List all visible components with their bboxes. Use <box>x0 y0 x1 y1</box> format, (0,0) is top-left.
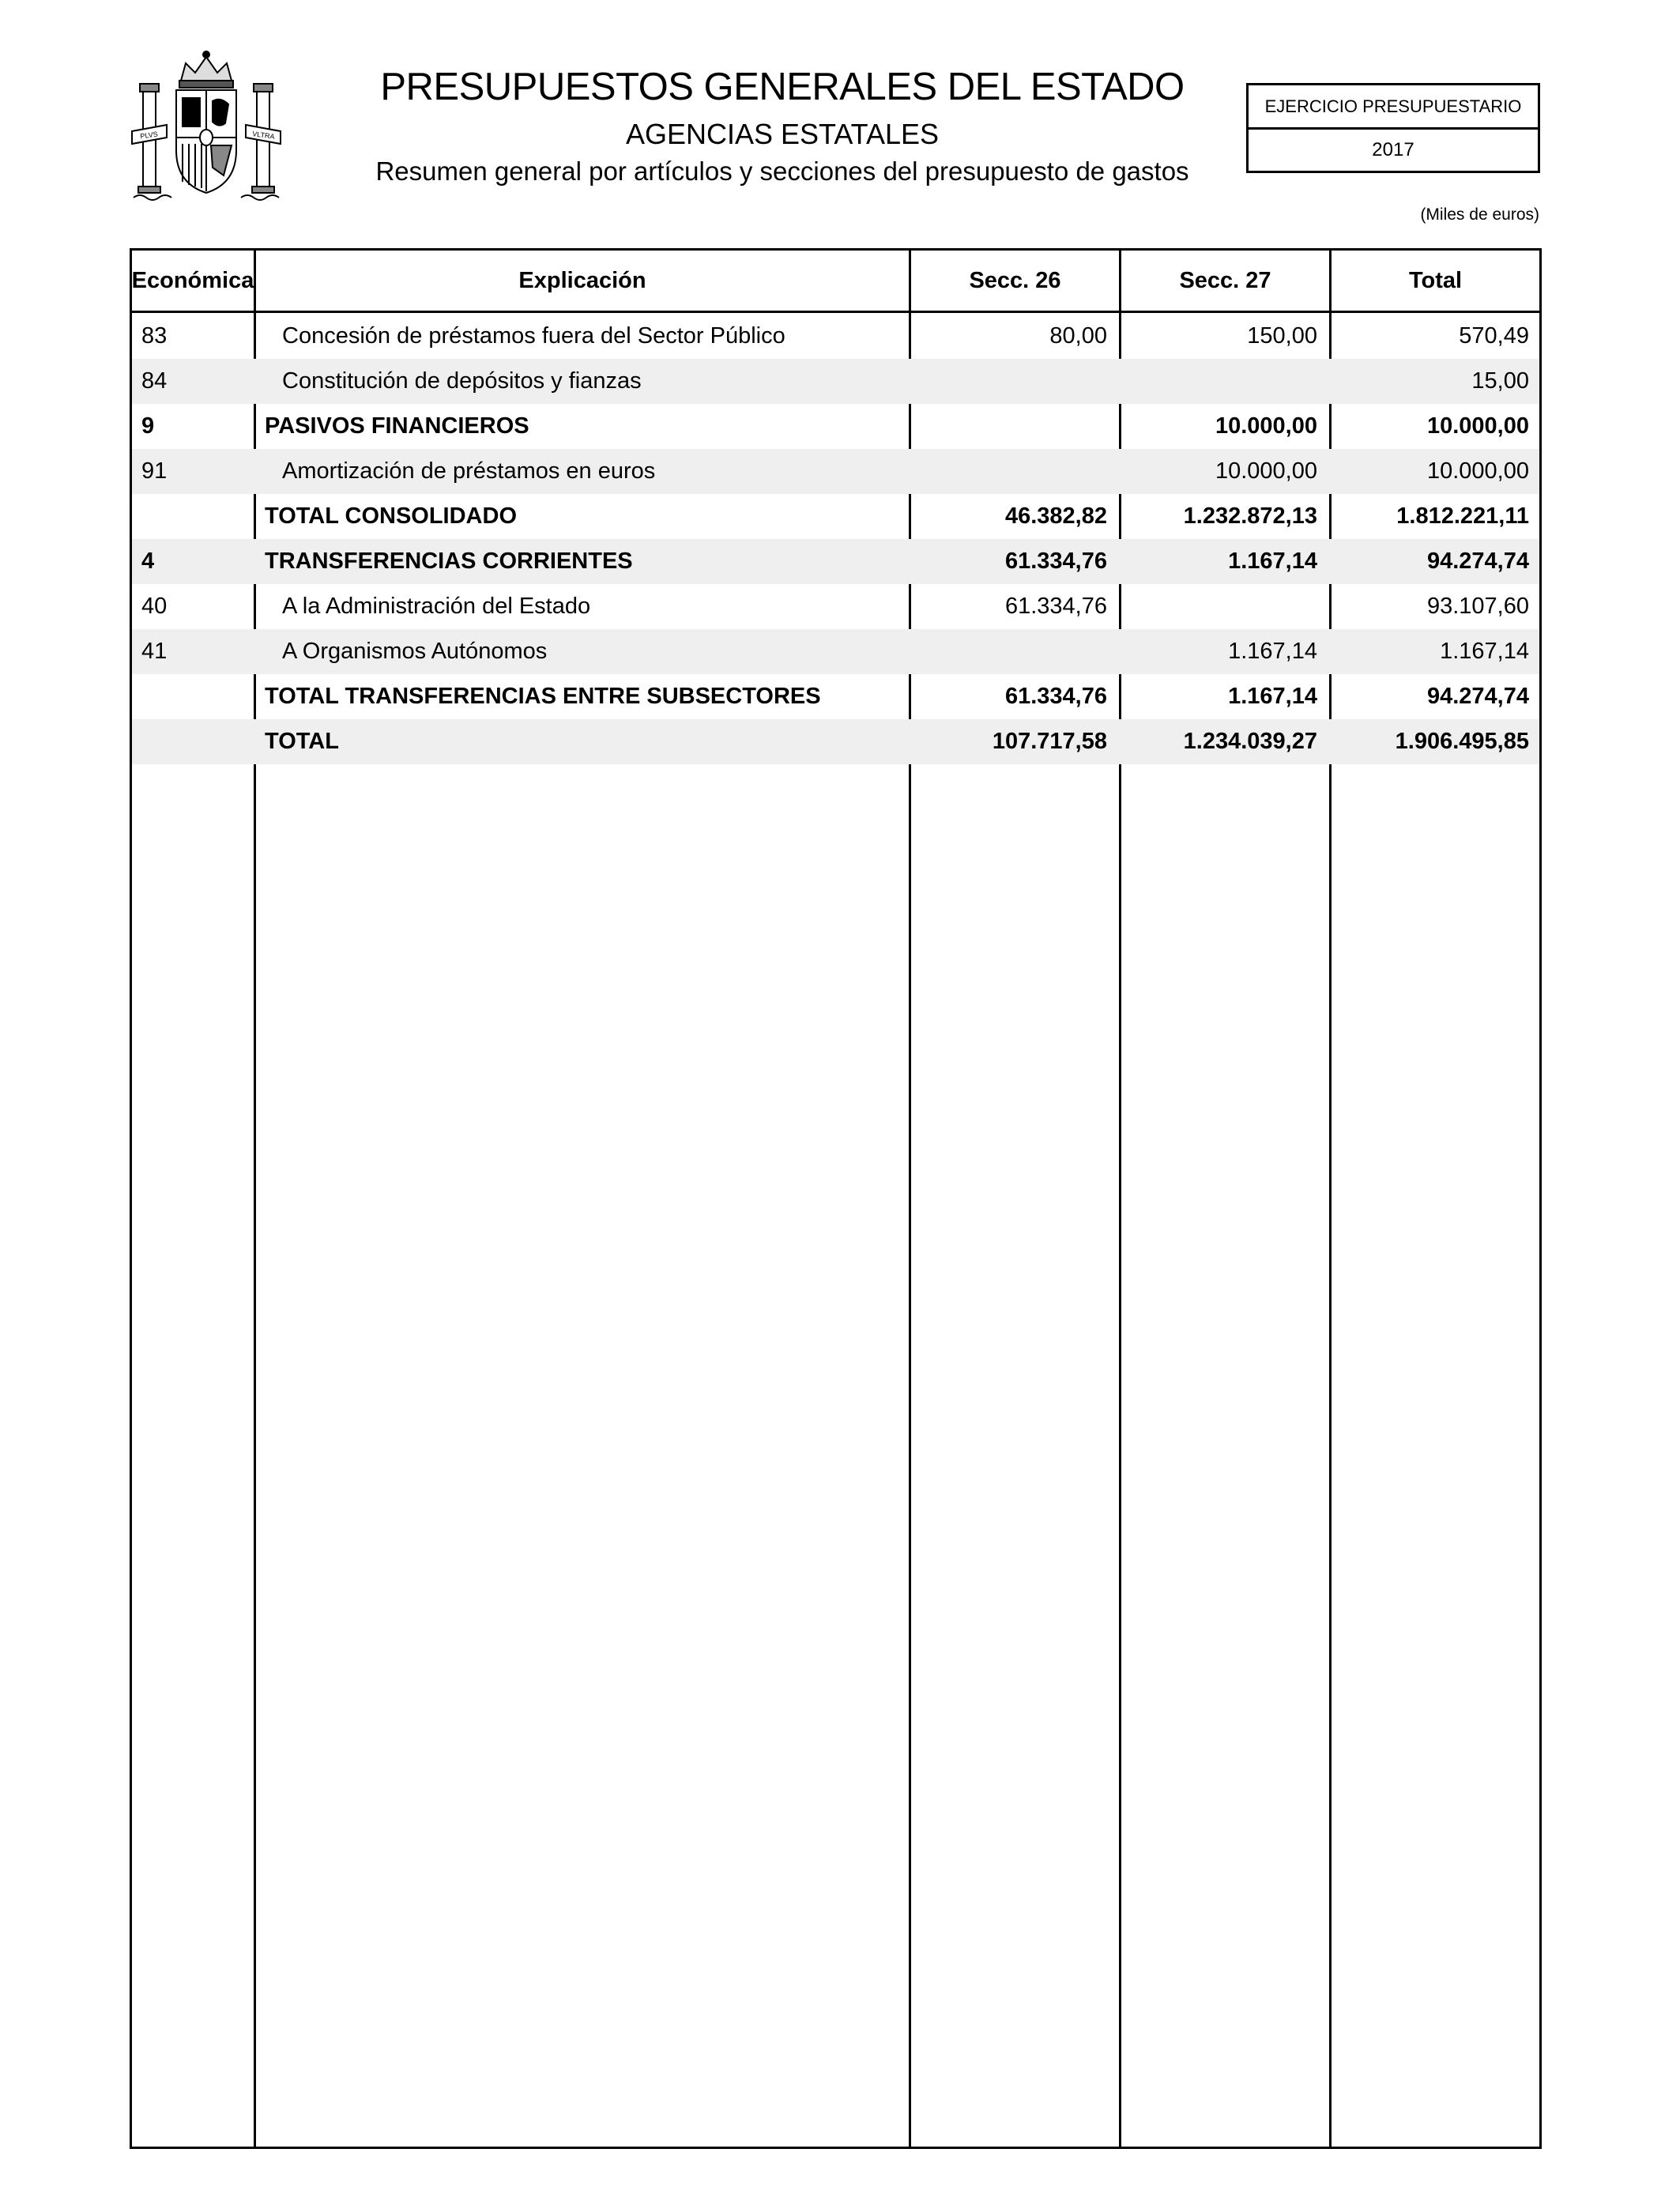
exercise-box <box>1246 83 1540 173</box>
row-total: 15,00 <box>1471 368 1529 394</box>
row-secc-26 <box>911 449 1107 494</box>
row-total: 94.274,74 <box>1426 548 1529 574</box>
row-code: 40 <box>141 594 168 619</box>
row-description: TRANSFERENCIAS CORRIENTES <box>265 548 633 574</box>
row-secc-26 <box>911 404 1107 449</box>
row-total: 10.000,00 <box>1426 413 1529 439</box>
row-secc-26: 61.334,76 <box>1004 548 1107 574</box>
row-description: A la Administración del Estado <box>282 594 591 619</box>
row-secc-26: 80,00 <box>1049 323 1107 349</box>
page-description: Resumen general por artículos y secciones del presupuesto de gastos <box>375 156 1189 186</box>
row-code: 9 <box>141 413 155 439</box>
page-title: PRESUPUESTOS GENERALES DEL ESTADO <box>380 66 1185 108</box>
column-header-economica: Económica <box>131 267 254 293</box>
row-description: A Organismos Autónomos <box>282 639 548 664</box>
row-secc-27: 1.232.872,13 <box>1183 503 1317 529</box>
pillar-right-motto: VLTRA <box>251 130 276 141</box>
row-total: 1.167,14 <box>1440 639 1529 664</box>
row-secc-27: 1.167,14 <box>1228 548 1317 574</box>
pillar-left-motto: PLVS <box>139 130 159 141</box>
row-description: TOTAL CONSOLIDADO <box>265 503 517 529</box>
row-total: 10.000,00 <box>1426 458 1529 484</box>
row-total: 93.107,60 <box>1426 594 1529 619</box>
row-code: 4 <box>141 548 155 574</box>
row-description: Concesión de préstamos fuera del Sector Público <box>282 323 785 349</box>
row-secc-26 <box>911 629 1107 674</box>
row-description: TOTAL TRANSFERENCIAS ENTRE SUBSECTORES <box>265 684 821 709</box>
row-secc-27: 10.000,00 <box>1215 413 1317 439</box>
row-secc-27: 10.000,00 <box>1215 458 1317 484</box>
table-row <box>132 449 1539 494</box>
row-total: 1.812.221,11 <box>1396 503 1529 529</box>
row-secc-26: 61.334,76 <box>1004 684 1107 709</box>
row-code: 83 <box>141 323 168 349</box>
column-header-secc-27: Secc. 27 <box>1179 267 1271 293</box>
table-row <box>132 359 1539 404</box>
row-secc-26: 46.382,82 <box>1004 503 1107 529</box>
table-row <box>132 629 1539 674</box>
row-secc-27: 1.167,14 <box>1228 684 1317 709</box>
row-total: 570,49 <box>1459 323 1529 349</box>
row-secc-27: 1.167,14 <box>1228 639 1317 664</box>
exercise-year: 2017 <box>1372 139 1414 160</box>
header-divider <box>130 311 1542 313</box>
row-secc-27 <box>1121 584 1317 629</box>
table-row <box>132 674 1539 719</box>
row-description: PASIVOS FINANCIEROS <box>265 413 529 439</box>
row-secc-27: 1.234.039,27 <box>1183 729 1317 754</box>
table-row <box>132 494 1539 539</box>
row-secc-26: 107.717,58 <box>992 729 1107 754</box>
row-description: Constitución de depósitos y fianzas <box>282 368 642 394</box>
table-row <box>132 539 1539 584</box>
units-note: (Miles de euros) <box>1420 205 1539 224</box>
coat-of-arms-emblem <box>130 49 282 205</box>
page-subtitle: AGENCIAS ESTATALES <box>625 118 940 150</box>
row-code: 41 <box>141 639 168 664</box>
row-secc-26: 61.334,76 <box>1004 594 1107 619</box>
row-total: 1.906.495,85 <box>1395 729 1529 754</box>
row-code: 84 <box>141 368 168 394</box>
column-header-secc-26: Secc. 26 <box>969 267 1061 293</box>
column-header-total: Total <box>1408 267 1463 293</box>
row-total: 94.274,74 <box>1426 684 1529 709</box>
row-secc-27: 150,00 <box>1247 323 1317 349</box>
row-description: Amortización de préstamos en euros <box>282 458 656 484</box>
row-secc-27 <box>1121 359 1317 404</box>
table-row <box>132 584 1539 629</box>
column-header-explicacion: Explicación <box>518 267 646 293</box>
row-description: TOTAL <box>265 729 339 754</box>
table-row <box>132 314 1539 359</box>
row-code: 91 <box>141 458 168 484</box>
table-row <box>132 404 1539 449</box>
exercise-label: EJERCICIO PRESUPUESTARIO <box>1249 85 1538 130</box>
row-secc-26 <box>911 359 1107 404</box>
table-row <box>132 719 1539 764</box>
